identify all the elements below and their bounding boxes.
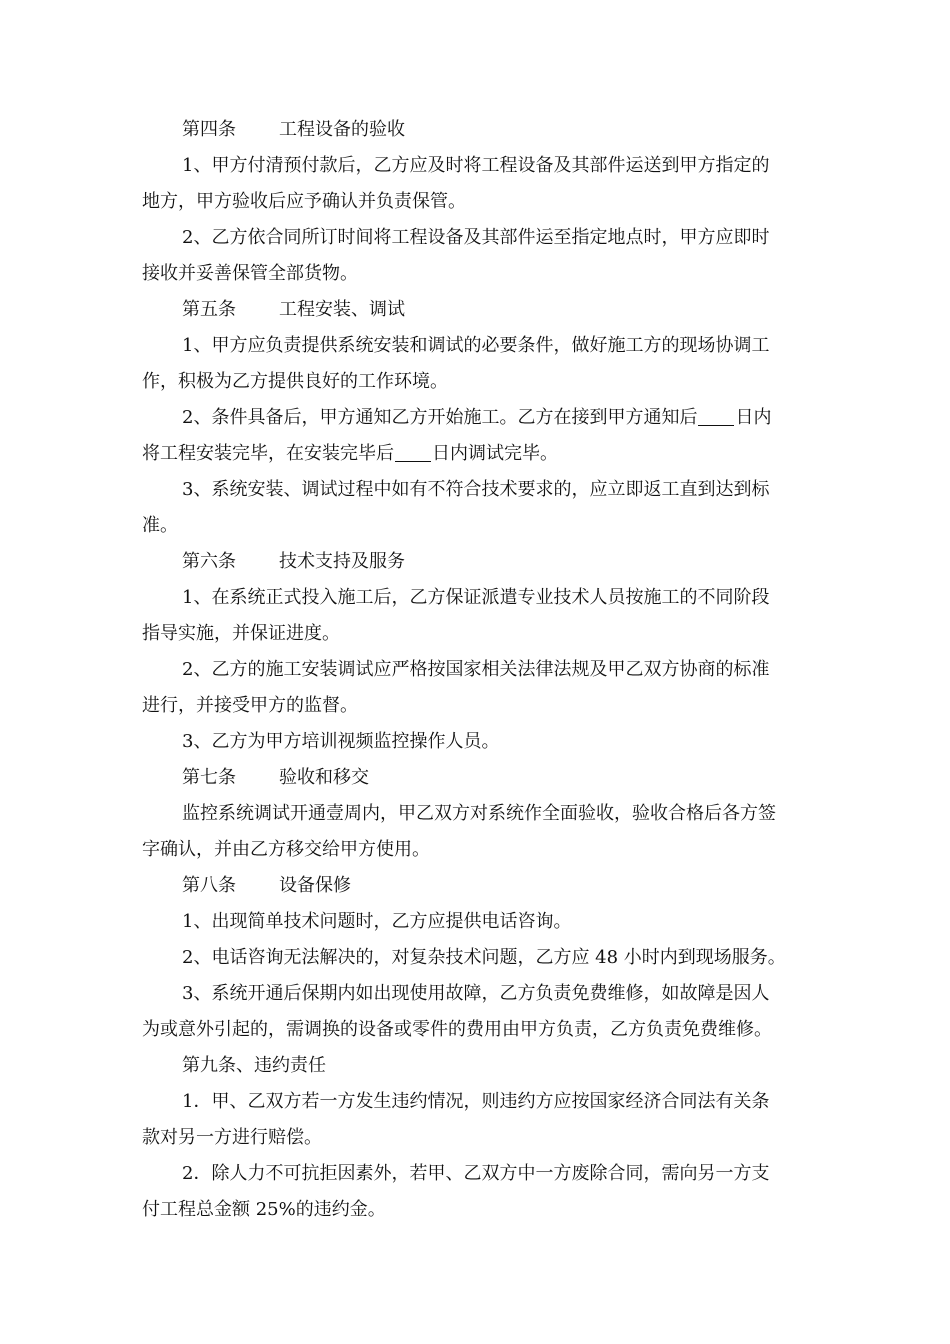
text: 为或意外引起的，需调换的设备或零件的费用由甲方负责，乙方负责免费维修。 [142,1019,772,1040]
article-6-heading [0,544,950,580]
text: 2、乙方的施工安装调试应严格按国家相关法律法规及甲乙双方协商的标准 [182,659,770,680]
text: 2、电话咨询无法解决的，对复杂技术问题，乙方应 48 小时内到现场服务。 [182,947,786,968]
paragraph-line [0,400,950,436]
paragraph-line [0,436,950,472]
article-number: 第四条 [182,119,236,140]
paragraph-line [0,1192,950,1228]
text: 1、甲方应负责提供系统安装和调试的必要条件，做好施工方的现场协调工 [182,335,770,356]
text: 进行，并接受甲方的监督。 [142,695,358,716]
article-title: 工程设备的验收 [279,119,405,140]
fill-in-blank [395,441,431,462]
article-title: 验收和移交 [279,767,369,788]
text: 3、乙方为甲方培训视频监控操作人员。 [182,731,500,752]
text: 2．除人力不可抗拒因素外，若甲、乙双方中一方废除合同，需向另一方支 [182,1163,770,1184]
text: 1、甲方付清预付款后，乙方应及时将工程设备及其部件运送到甲方指定的 [182,155,770,176]
paragraph-line [0,1012,950,1048]
article-5-heading [0,292,950,328]
article-9-heading [0,1048,950,1084]
text: 作，积极为乙方提供良好的工作环境。 [142,371,448,392]
fill-in-blank [698,405,734,426]
text: 2、条件具备后，甲方通知乙方开始施工。乙方在接到甲方通知后 [182,407,698,428]
text: 1．甲、乙双方若一方发生违约情况，则违约方应按国家经济合同法有关条 [182,1091,770,1112]
paragraph-line [0,688,950,724]
paragraph-line [0,796,950,832]
text: 地方，甲方验收后应予确认并负责保管。 [142,191,466,212]
text [142,436,558,472]
text: 款对另一方进行赔偿。 [142,1127,322,1148]
paragraph-line [0,472,950,508]
paragraph-line [0,652,950,688]
paragraph-line [0,508,950,544]
paragraph-line [0,1084,950,1120]
article-number: 第七条 [182,767,236,788]
paragraph-line [0,580,950,616]
text: 将工程安装完毕，在安装完毕后 [142,443,394,464]
text: 3、系统安装、调试过程中如有不符合技术要求的，应立即返工直到达到标 [182,479,770,500]
paragraph-line [0,256,950,292]
text: 准。 [142,515,178,536]
paragraph-line [0,616,950,652]
paragraph-line [0,328,950,364]
text: 监控系统调试开通壹周内，甲乙双方对系统作全面验收，验收合格后各方签 [182,803,776,824]
paragraph-line [0,976,950,1012]
article-heading: 第九条、违约责任 [182,1055,326,1076]
paragraph-line [0,1120,950,1156]
paragraph-line [0,832,950,868]
paragraph-line [0,220,950,256]
paragraph-line [0,1156,950,1192]
text: 2、乙方依合同所订时间将工程设备及其部件运至指定地点时，甲方应即时 [182,227,770,248]
paragraph-line [0,904,950,940]
paragraph-line [0,940,950,976]
paragraph-line [0,724,950,760]
article-number: 第五条 [182,299,236,320]
paragraph-line [0,364,950,400]
paragraph-line [0,148,950,184]
text: 日内调试完毕。 [432,443,558,464]
article-7-heading [0,760,950,796]
text: 1、出现简单技术问题时，乙方应提供电话咨询。 [182,911,572,932]
text: 接收并妥善保管全部货物。 [142,263,358,284]
article-title: 设备保修 [279,875,351,896]
article-title: 工程安装、调试 [279,299,405,320]
paragraph-line [0,184,950,220]
text: 付工程总金额 25%的违约金。 [142,1199,386,1220]
article-number: 第八条 [182,875,236,896]
article-8-heading [0,868,950,904]
text: 3、系统开通后保期内如出现使用故障，乙方负责免费维修，如故障是因人 [182,983,770,1004]
text: 指导实施，并保证进度。 [142,623,340,644]
article-title: 技术支持及服务 [279,551,405,572]
article-number: 第六条 [182,551,236,572]
text: 日内 [735,407,772,428]
text: 1、在系统正式投入施工后，乙方保证派遣专业技术人员按施工的不同阶段 [182,587,770,608]
article-4-heading [0,112,950,148]
text: 字确认，并由乙方移交给甲方使用。 [142,839,430,860]
text [182,400,771,436]
